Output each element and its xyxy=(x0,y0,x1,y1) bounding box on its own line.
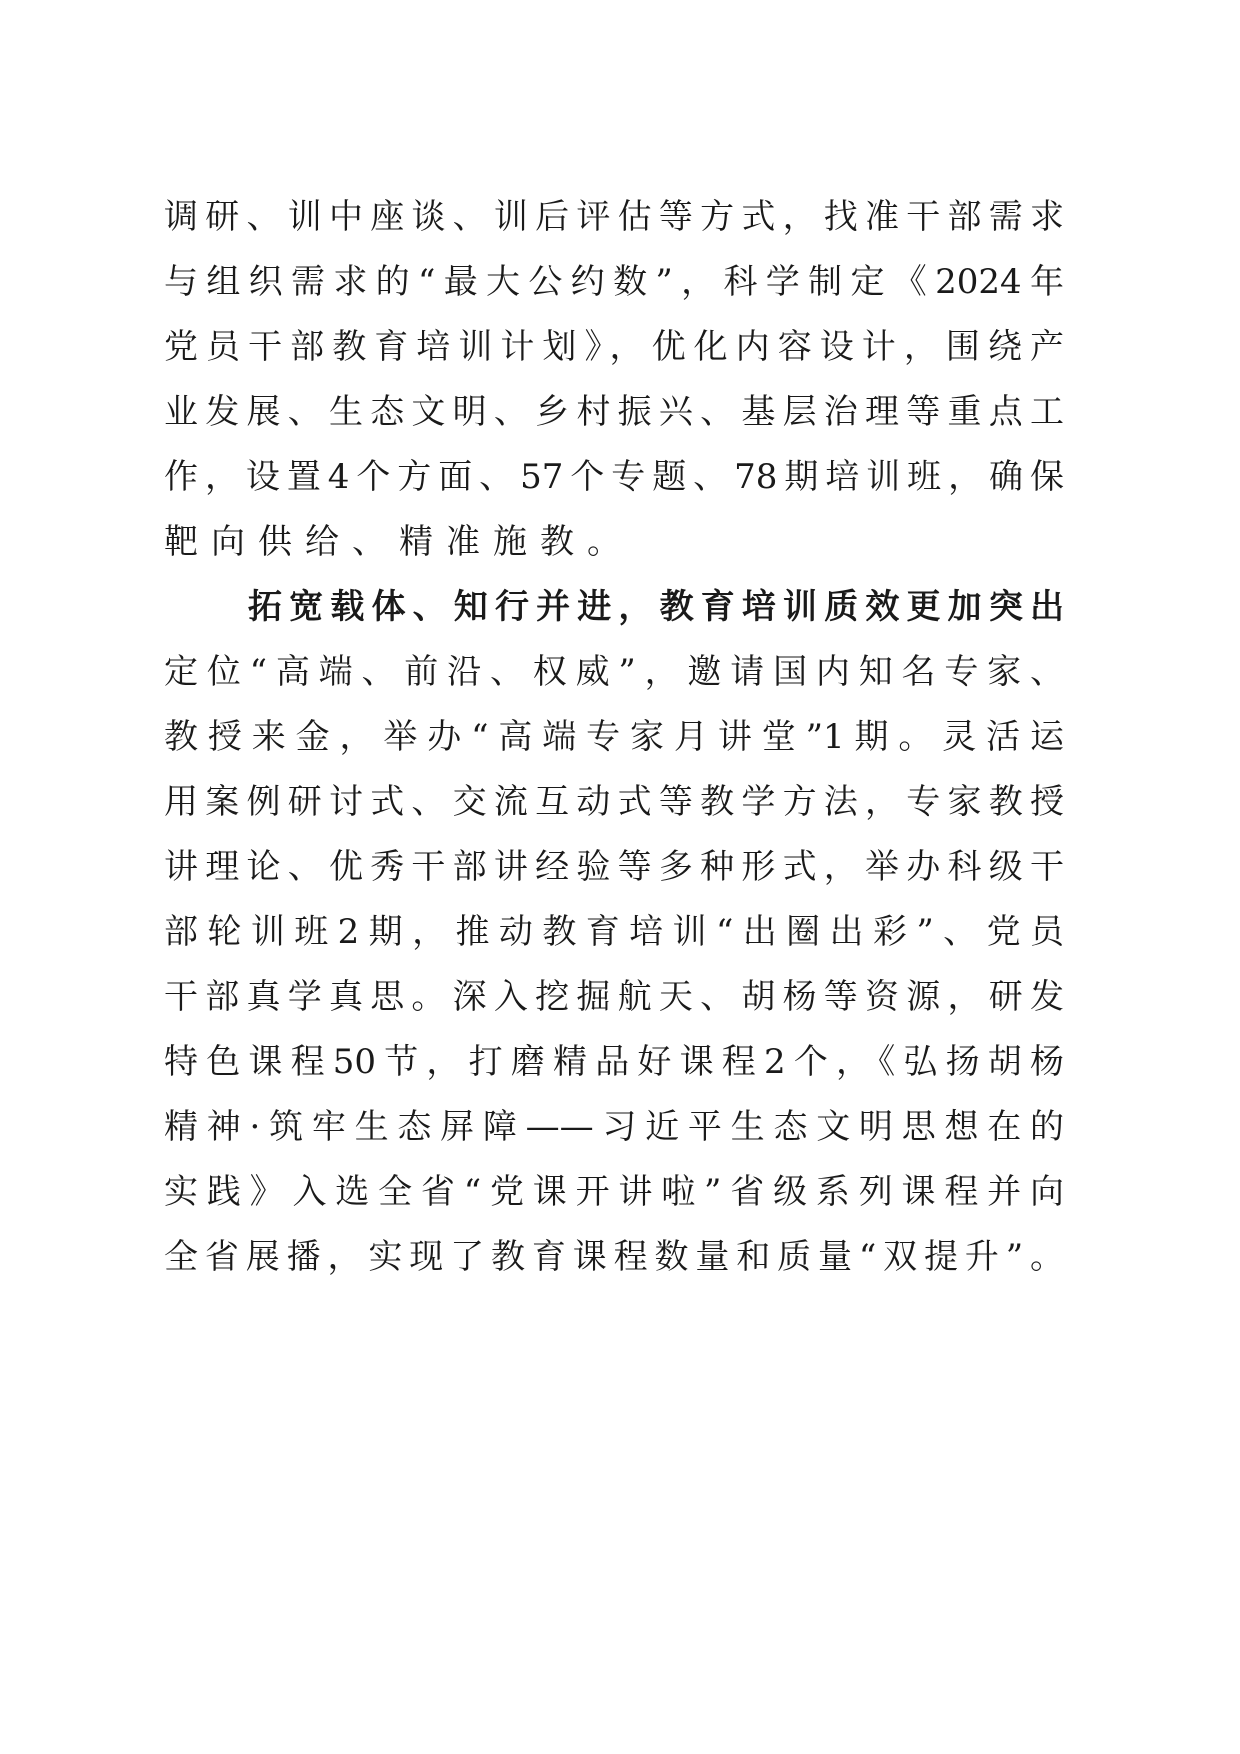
section-heading: 拓宽载体、知行并进，教育培训质效更加突出 xyxy=(248,587,1064,627)
paragraph-1-line: 与组织需求的“最大公约数”，科学制定《2024年 xyxy=(164,262,1064,302)
paragraph-2-line: 讲理论、优秀干部讲经验等多种形式，举办科级干 xyxy=(164,847,1064,887)
paragraph-2-line: 全省展播，实现了教育课程数量和质量“双提升”。 xyxy=(164,1237,1064,1277)
paragraph-2-line: 用案例研讨式、交流互动式等教学方法，专家教授 xyxy=(164,782,1064,822)
paragraph-2-line: 定位“高端、前沿、权威”，邀请国内知名专家、 xyxy=(164,652,1064,692)
paragraph-2-line: 实践》入选全省“党课开讲啦”省级系列课程并向 xyxy=(164,1172,1064,1212)
paragraph-2-line: 特色课程50节，打磨精品好课程2个，《弘扬胡杨 xyxy=(164,1042,1064,1082)
paragraph-2-line: 部轮训班2期，推动教育培训“出圈出彩”、党员 xyxy=(164,912,1064,952)
document-body xyxy=(164,185,1064,1290)
paragraph-1-line: 调研、训中座谈、训后评估等方式，找准干部需求 xyxy=(164,197,1064,237)
paragraph-1-line: 党员干部教育培训计划》，优化内容设计，围绕产 xyxy=(164,327,1064,367)
paragraph-2-line: 精神·筑牢生态屏障——习近平生态文明思想在的 xyxy=(164,1107,1064,1147)
paragraph-1-line: 业发展、生态文明、乡村振兴、基层治理等重点工 xyxy=(164,392,1064,432)
paragraph-1-line: 作，设置4个方面、57个专题、78期培训班，确保 xyxy=(164,457,1064,497)
paragraph-2-line: 干部真学真思。深入挖掘航天、胡杨等资源，研发 xyxy=(164,977,1064,1017)
paragraph-1-line: 靶向供给、精准施教。 xyxy=(164,522,634,562)
paragraph-2-line: 教授来金，举办“高端专家月讲堂”1期。灵活运 xyxy=(164,717,1064,757)
